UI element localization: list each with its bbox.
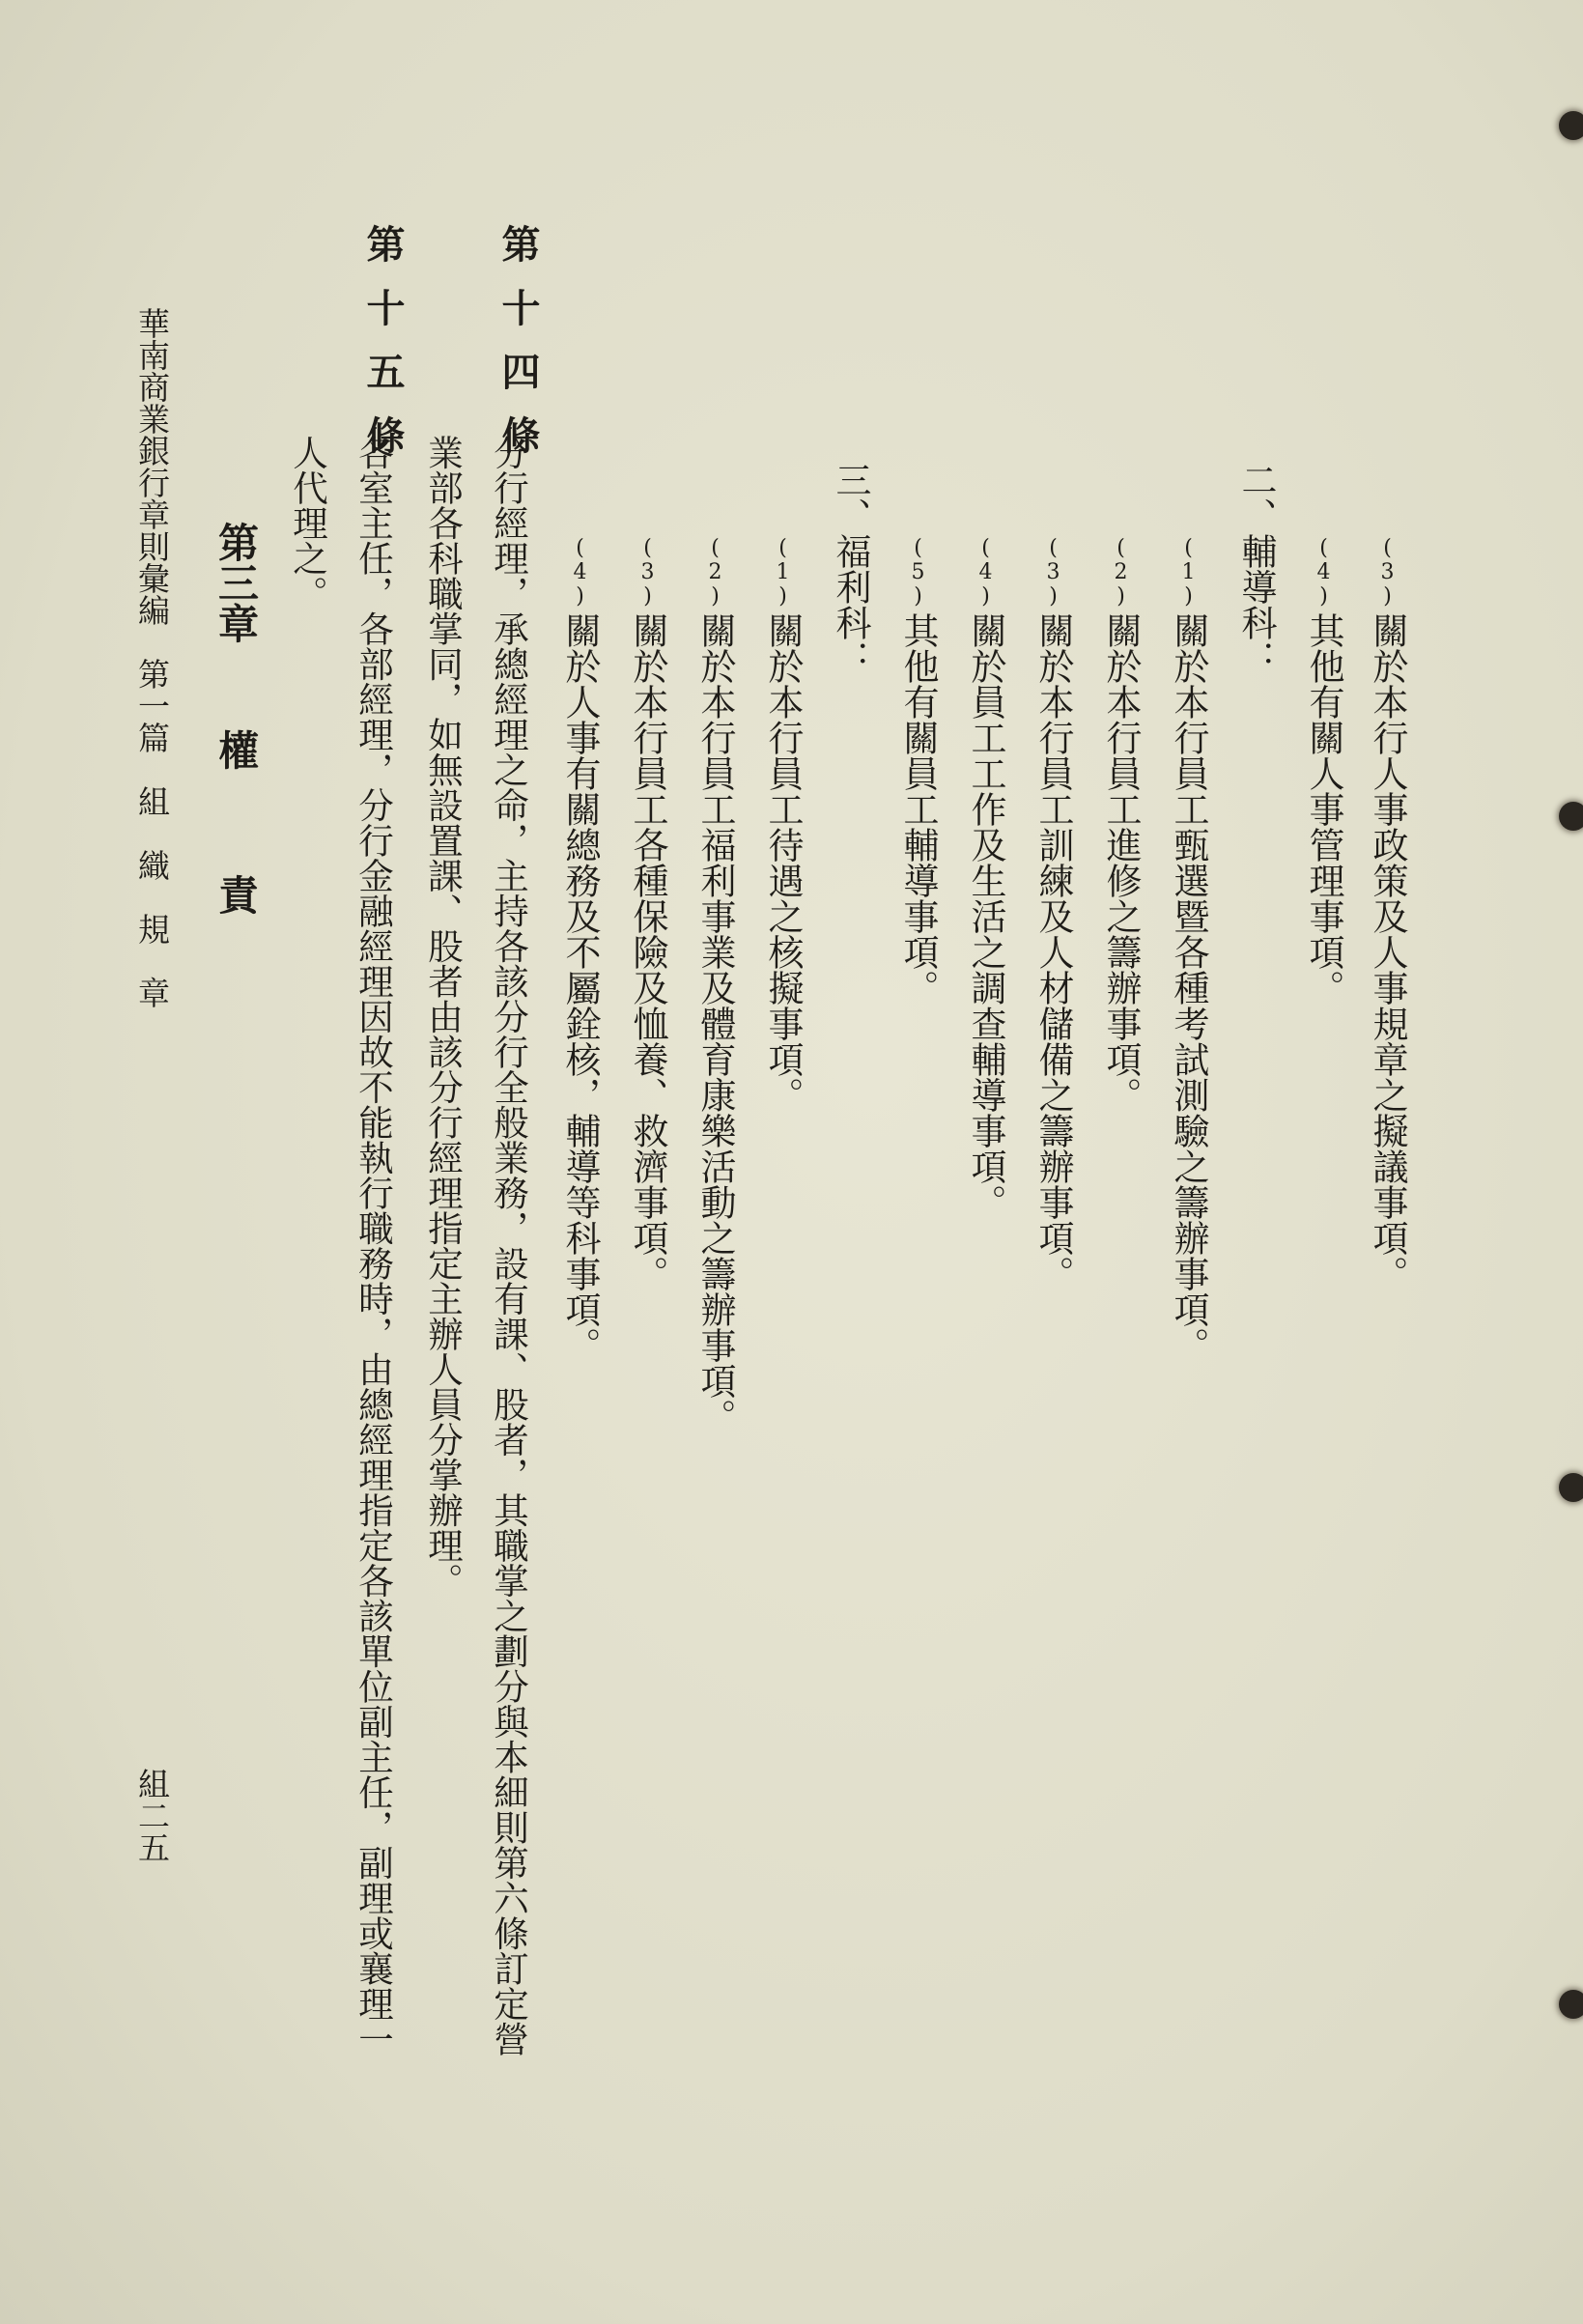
article-text: 業部各科職掌同，如無設置課、股者由該分行經理指定主辦人員分掌辦理。	[422, 435, 465, 1599]
list-item: (1)關於本行員工待遇之核擬事項。	[762, 536, 804, 1113]
page-number: 組二五	[133, 1768, 171, 1863]
article-text: 分行經理，承總經理之命，主持各該分行全般業務，設有課、股者，其職掌之劃分與本細則第六條訂定營	[488, 435, 530, 2056]
article-text: 各室主任，各部經理，分行金融經理因故不能執行職務時，由總經理指定各該單位副主任，副理或襄理一	[353, 435, 395, 2056]
article-heading: 第十五條	[360, 224, 406, 479]
binding-hole	[1559, 1990, 1583, 2019]
article-text: 人代理之。	[287, 435, 329, 611]
list-item: (2)關於本行員工福利事業及體育康樂活動之籌辦事項。	[694, 536, 736, 1434]
binding-hole	[1559, 802, 1583, 831]
section-heading: 二、輔導科：	[1235, 462, 1277, 676]
chapter-label: 第三章	[212, 522, 260, 643]
chapter-title: 權 責	[212, 729, 260, 922]
section-heading: 三、福利科：	[830, 462, 871, 676]
list-item: (3)關於本行員工各種保險及恤養、救濟事項。	[627, 536, 668, 1291]
list-item: (1)關於本行員工甄選暨各種考試測驗之籌辦事項。	[1168, 536, 1209, 1363]
article-heading: 第十四條	[495, 224, 541, 479]
list-item: (4)關於員工工作及生活之調查輔導事項。	[965, 536, 1006, 1220]
list-item: (2)關於本行員工進修之籌辦事項。	[1100, 536, 1142, 1113]
binding-hole	[1559, 111, 1583, 140]
list-item: (5)其他有關員工輔導事項。	[897, 536, 939, 1006]
list-item: (3)關於本行人事政策及人事規章之擬議事項。	[1367, 536, 1408, 1291]
binding-hole	[1559, 1473, 1583, 1502]
list-item: (4)關於人事有關總務及不屬銓核，輔導等科事項。	[559, 536, 601, 1363]
list-item: (4)其他有關人事管理事項。	[1303, 536, 1344, 1006]
book-title: 華南商業銀行章則彙編 第一篇 組 織 規 章	[133, 307, 171, 1008]
list-item: (3)關於本行員工訓練及人材儲備之籌辦事項。	[1032, 536, 1074, 1291]
